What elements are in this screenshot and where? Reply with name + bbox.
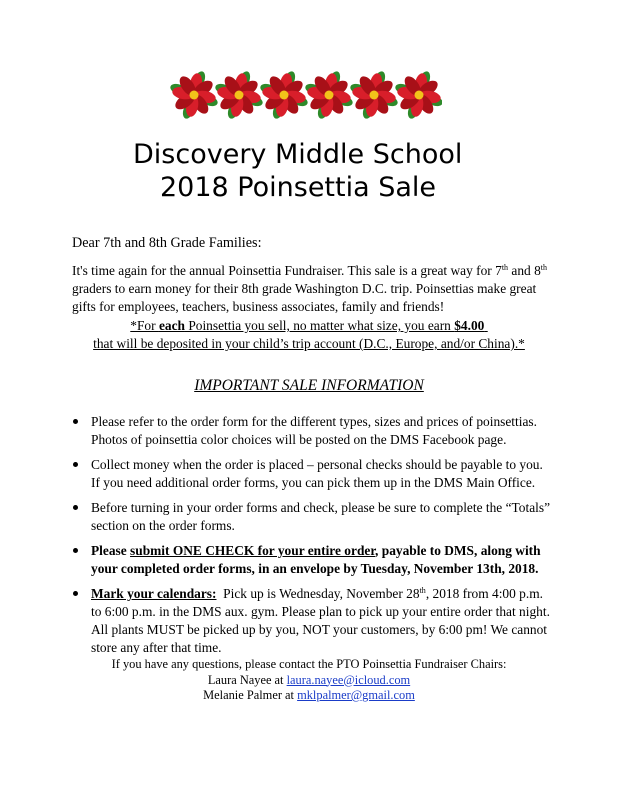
poinsettia-icon	[304, 70, 354, 120]
list-item: Please refer to the order form for the different types, sizes and prices of poinsettias. Photos of poinsettia color choices will be posted on the DMS Facebook page.	[72, 413, 562, 449]
list-item: Before turning in your order forms and check, please be sure to complete the “Totals” section on the order forms.	[72, 499, 562, 535]
bullet-icon	[73, 591, 78, 596]
bullet-icon	[73, 462, 78, 467]
bullet-icon	[73, 505, 78, 510]
earnings-note: *For each Poinsettia you sell, no matter what size, you earn $4.00 that will be deposited in your child’s trip account (D.C., Europe, and/or China).*	[93, 318, 525, 351]
email-link-melanie[interactable]: mklpalmer@gmail.com	[297, 688, 415, 702]
contact-intro: If you have any questions, please contact the PTO Poinsettia Fundraiser Chairs:	[111, 657, 507, 671]
intro-paragraph: It's time again for the annual Poinsettia Fundraiser. This sale is a great way for 7th and 8th graders to earn money for their 8th grade Washington D.C. trip. Poinsettias make great gifts for employees, teachers, business associates, family and friends!	[72, 263, 548, 314]
title-line-1: Discovery Middle School	[133, 139, 463, 170]
poinsettia-icon	[394, 70, 442, 120]
poinsettia-icon	[349, 70, 399, 120]
poinsettia-icon	[214, 70, 264, 120]
poinsettia-icon	[259, 70, 309, 120]
section-heading: IMPORTANT SALE INFORMATION	[194, 377, 424, 394]
poinsettia-banner	[170, 70, 442, 120]
list-item: Collect money when the order is placed – personal checks should be payable to you. If you need additional order forms, you can pick them up in the DMS Main Office.	[72, 456, 562, 492]
contact-info: If you have any questions, please contact the PTO Poinsettia Fundraiser Chairs: Laura Nayee at laura.nayee@icloud.com Melanie Palmer at mklpalmer@gmail.com	[0, 657, 618, 704]
bullet-icon	[73, 419, 78, 424]
list-item: Please submit ONE CHECK for your entire order, payable to DMS, along with your completed order forms, in an envelope by Tuesday, November 13th, 2018.	[72, 542, 562, 578]
info-list	[72, 413, 562, 664]
poinsettia-icon	[170, 70, 219, 120]
title-line-2: 2018 Poinsettia Sale	[160, 172, 437, 203]
greeting: Dear 7th and 8th Grade Families:	[72, 235, 262, 251]
bullet-icon	[73, 548, 78, 553]
email-link-laura[interactable]: laura.nayee@icloud.com	[286, 672, 411, 687]
list-item: Mark your calendars: Pick up is Wednesday, November 28th, 2018 from 4:00 p.m. to 6:00 p.m. in the DMS aux. gym. Please plan to pick up your entire order that night. All plants MUST be picked up by you, NOT your customers, by 6:00 pm! We cannot store any after that time.	[72, 585, 562, 657]
